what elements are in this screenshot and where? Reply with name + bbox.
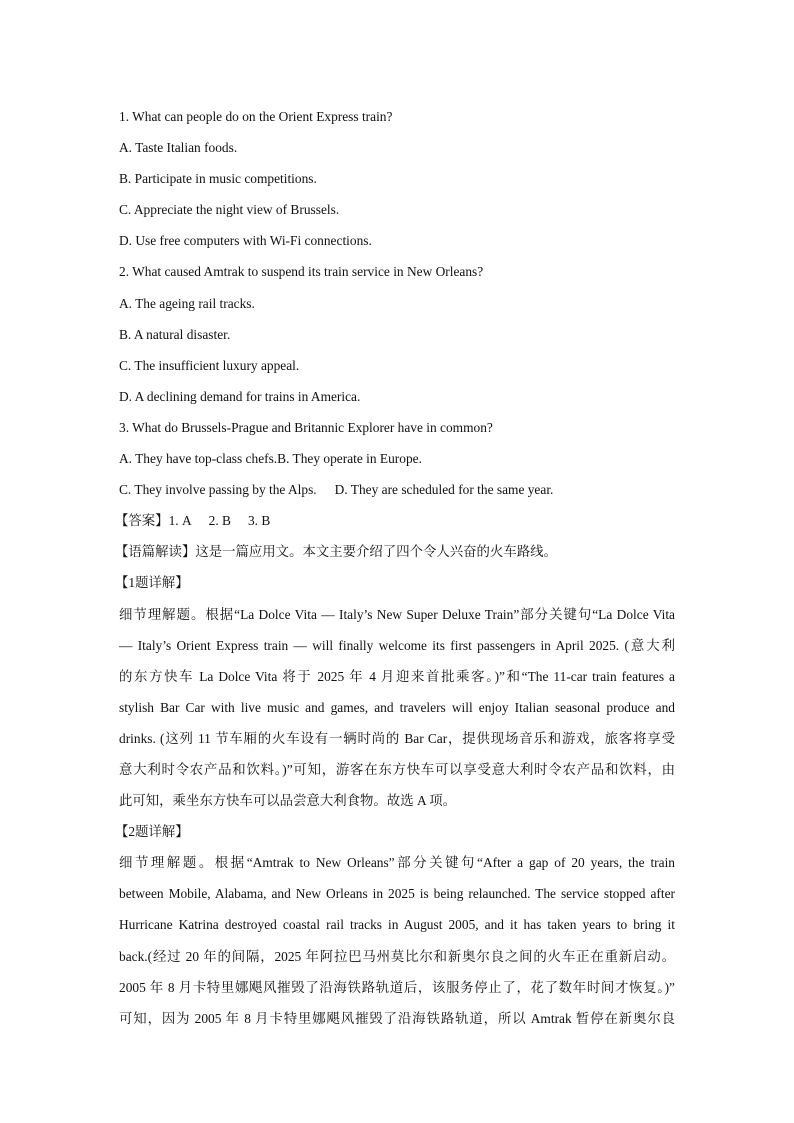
question-1-stem: 1. What can people do on the Orient Express train? bbox=[119, 109, 393, 124]
detail-2-paragraph bbox=[119, 847, 675, 1034]
question-1-option-a: A. Taste Italian foods. bbox=[119, 140, 238, 156]
question-2-option-c: C. The insufficient luxury appeal. bbox=[119, 357, 300, 373]
answer-line bbox=[115, 505, 675, 536]
overview-label: 【语篇解读】 bbox=[115, 544, 196, 560]
question-2-option-a: A. The ageing rail tracks. bbox=[119, 295, 255, 311]
answer-label: 【答案】 bbox=[115, 513, 169, 529]
detail-1-line: stylish Bar Car with live music and games, and travelers will enjoy Italian seasonal produce and bbox=[119, 699, 675, 715]
question-2-stem: 2. What caused Amtrak to suspend its train service in New Orleans? bbox=[119, 264, 484, 280]
answer-1: 1. A bbox=[168, 513, 192, 529]
question-1-option-d: D. Use free computers with Wi-Fi connections. bbox=[119, 233, 372, 249]
overview-line bbox=[115, 536, 675, 567]
detail-1-paragraph bbox=[119, 599, 675, 817]
answer-3: 3. B bbox=[247, 513, 271, 529]
detail-1-line: 的东方快车 La Dolce Vita 将于 2025 年 4 月迎来首批乘客。)”和“The 11-car train features a bbox=[119, 668, 675, 684]
detail-1-line: 意大利时令农产品和饮料。)”可知，游客在东方快车可以享受意大利时令农产品和饮料，由 bbox=[119, 761, 675, 777]
question-3-option-d: D. They are scheduled for the same year. bbox=[334, 482, 554, 498]
answer-2: 2. B bbox=[208, 513, 231, 529]
question-3-option-c: C. They involve passing by the Alps. bbox=[119, 482, 317, 498]
question-3-options-cd bbox=[119, 474, 675, 505]
question-1-option-c: C. Appreciate the night view of Brussels. bbox=[119, 202, 340, 218]
detail-2-line: back.(经过 20 年的间隔，2025 年阿拉巴马州莫比尔和新奥尔良之间的火车正在重新启动。 bbox=[119, 948, 675, 964]
detail-2-line: 细节理解题。根据“Amtrak to New Orleans”部分关键句“After a gap of 20 years, the train bbox=[119, 855, 675, 871]
detail-1-heading: 【1题详解】 bbox=[115, 575, 189, 591]
overview-text: 这是一篇应用文。本文主要介绍了四个令人兴奋的火车路线。 bbox=[195, 544, 557, 560]
detail-2-line: between Mobile, Alabama, and New Orleans in 2025 is being relaunched. The service stopped after bbox=[119, 886, 675, 902]
detail-1-line: 细节理解题。根据“La Dolce Vita — Italy’s New Super Deluxe Train”部分关键句“La Dolce Vita bbox=[119, 606, 675, 622]
document-content bbox=[115, 101, 675, 1034]
detail-2-line: Hurricane Katrina destroyed coastal rail tracks in August 2005, and it has taken years to bring it bbox=[119, 917, 675, 933]
question-3-stem: 3. What do Brussels-Prague and Britannic Explorer have in common? bbox=[119, 419, 493, 435]
question-2-option-d: D. A declining demand for trains in America. bbox=[119, 388, 361, 404]
detail-1-line: drinks. (这列 11 节车厢的火车设有一辆时尚的 Bar Car，提供现场音乐和游戏，旅客将享受 bbox=[119, 730, 675, 746]
detail-1-line: — Italy’s Orient Express train — will finally welcome its first passengers in April 2025. (意大利 bbox=[119, 637, 675, 653]
detail-2-heading: 【2题详解】 bbox=[115, 824, 189, 840]
question-1-option-b: B. Participate in music competitions. bbox=[119, 171, 317, 187]
detail-1-line: 此可知，乘坐东方快车可以品尝意大利食物。故选 A 项。 bbox=[119, 793, 456, 809]
question-3-options-ab: A. They have top-class chefs.B. They operate in Europe. bbox=[119, 451, 422, 467]
detail-2-line: 2005 年 8 月卡特里娜飓风摧毁了沿海铁路轨道后，该服务停止了，花了数年时间才恢复。)” bbox=[119, 979, 675, 995]
question-2-option-b: B. A natural disaster. bbox=[119, 326, 231, 342]
detail-2-line: 可知，因为 2005 年 8 月卡特里娜飓风摧毁了沿海铁路轨道，所以 Amtrak 暂停在新奥尔良 bbox=[119, 1010, 675, 1026]
